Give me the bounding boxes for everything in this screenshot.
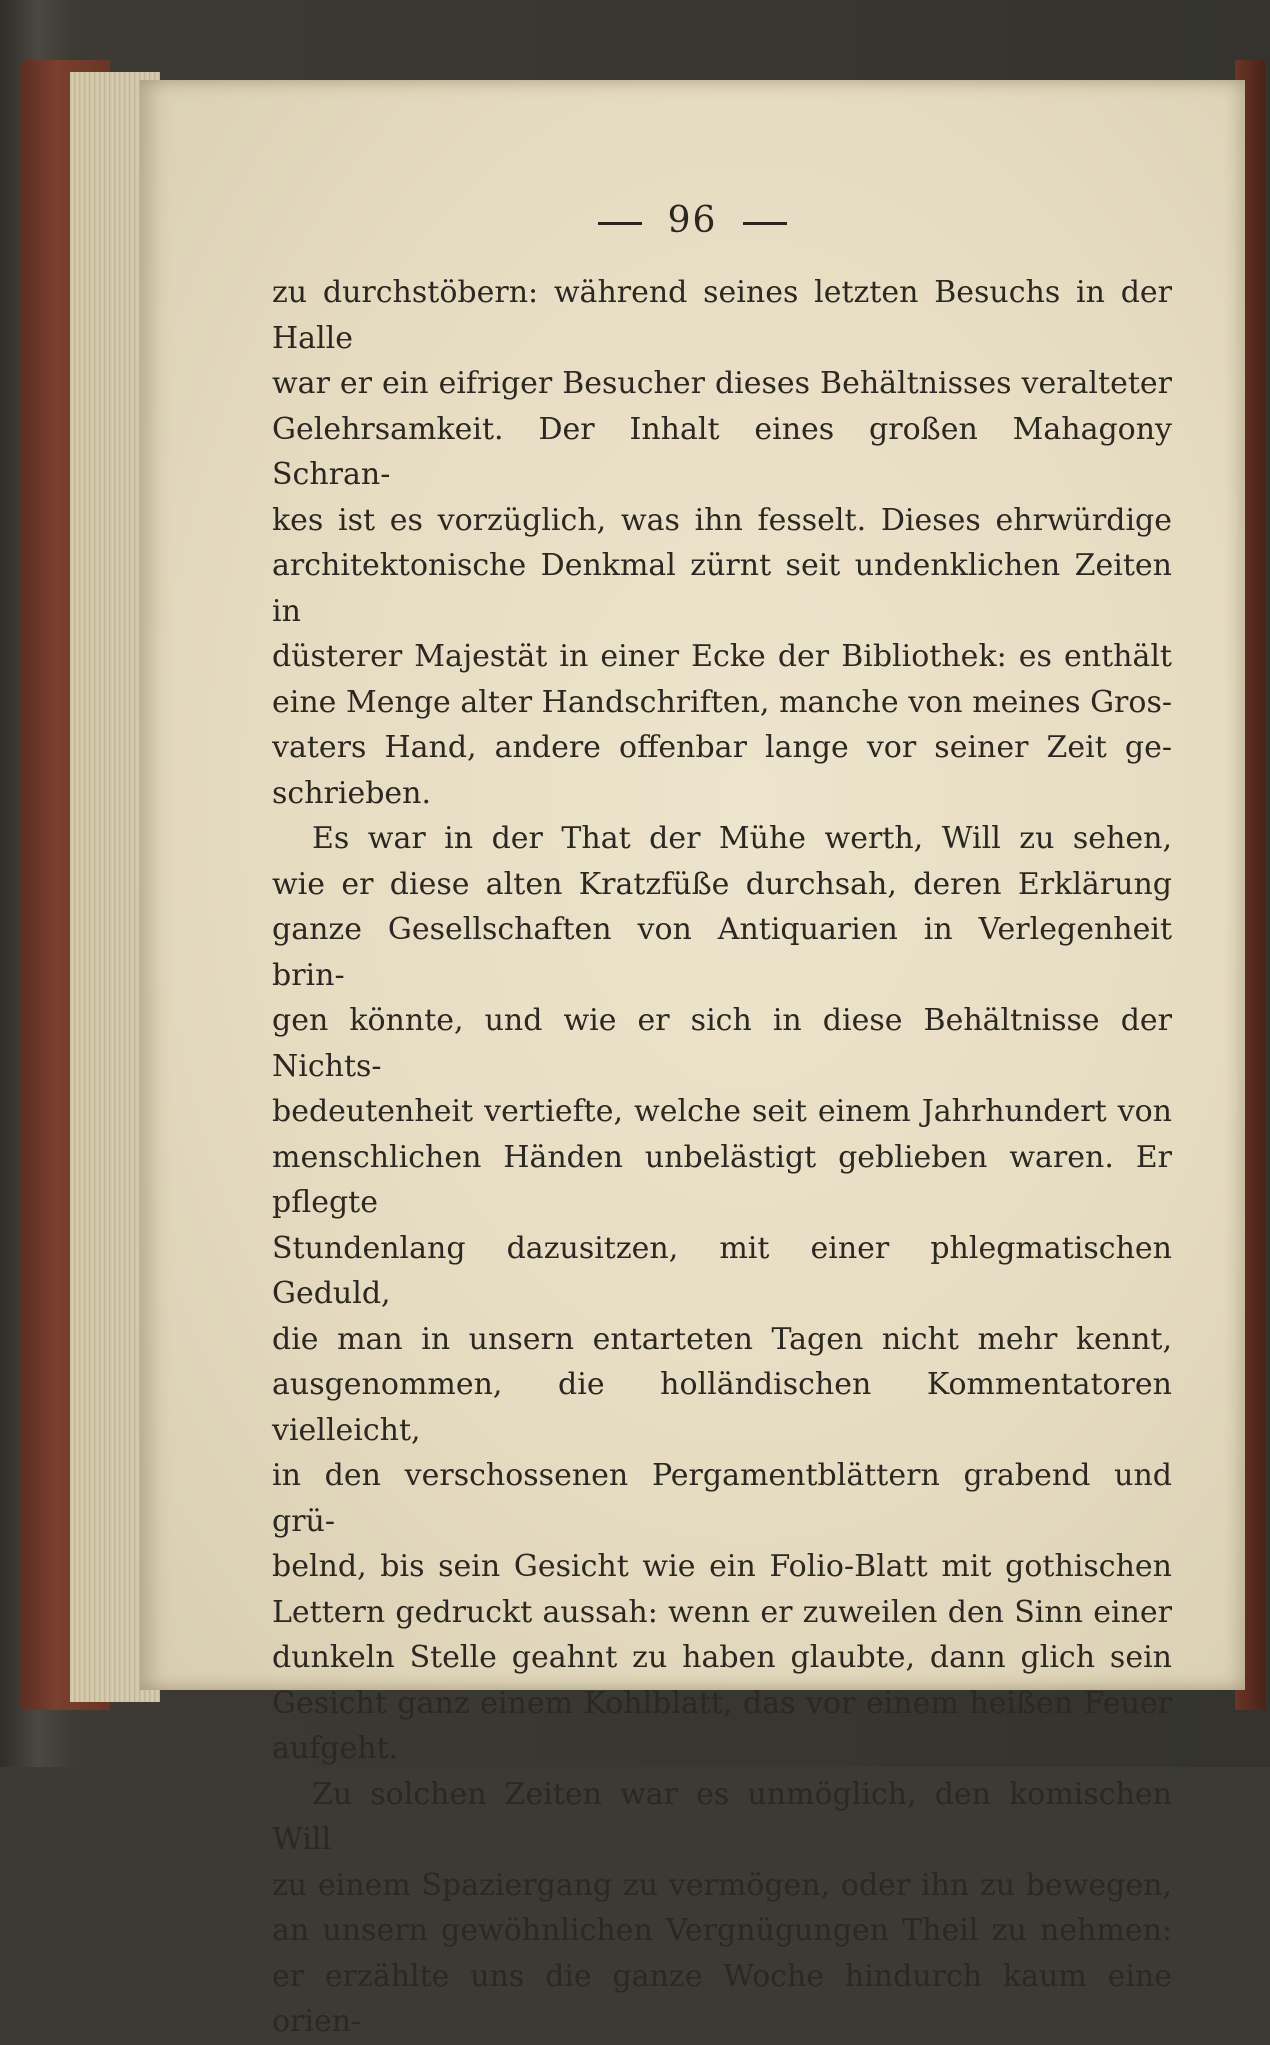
text-line: war er ein eifriger Besucher dieses Behältnisses veralteter — [272, 366, 1172, 401]
text-line: an unsern gewöhnlichen Vergnügungen Theil zu nehmen: — [272, 1913, 1172, 1948]
text-line: eine Menge alter Handschriften, manche von meines Gros- — [272, 684, 1172, 720]
page-number: 96 — [667, 200, 718, 241]
text-line: die man in unsern entarteten Tagen nicht mehr kennt, — [272, 1321, 1172, 1357]
text-line: architektonische Denkmal zürnt seit undenklichen Zeiten in — [272, 548, 1172, 629]
text-line: vaters Hand, andere offenbar lange vor seiner Zeit ge- — [272, 730, 1172, 765]
text-line: ausgenommen, die holländischen Kommentatoren vielleicht, — [272, 1367, 1172, 1448]
text-line: Zu solchen Zeiten war es unmöglich, den komischen Will — [272, 1776, 1172, 1857]
text-line: Es war in der That der Mühe werth, Will zu sehen, — [312, 821, 1172, 856]
book-page — [140, 80, 1245, 2039]
text-line: zu durchstöbern: während seines letzten Besuchs in der Halle — [272, 275, 1172, 356]
dash-right — [743, 222, 787, 225]
text-line: bedeutenheit vertiefte, welche seit einem Jahrhundert von — [272, 1094, 1172, 1129]
paragraph-3 — [272, 1772, 1172, 2045]
text-line: Stundenlang dazusitzen, mit einer phlegmatischen Geduld, — [272, 1230, 1172, 1311]
text-line: zu einem Spaziergang zu vermögen, oder ihn zu bewegen, — [272, 1867, 1172, 1903]
text-line: aufgeht. — [272, 1731, 399, 1766]
text-line: er erzählte uns die ganze Woche hindurch kaum eine orien- — [272, 1958, 1172, 2039]
text-line: düsterer Majestät in einer Ecke der Bibliothek: es enthält — [272, 639, 1172, 674]
text-line: gen könnte, und wie er sich in diese Behältnisse der Nichts- — [272, 1003, 1172, 1084]
text-line: menschlichen Händen unbelästigt geblieben waren. Er pflegte — [272, 1139, 1172, 1220]
text-line: in den verschossenen Pergamentblättern grabend und grü- — [272, 1458, 1172, 1539]
text-line: Lettern gedruckt aussah: wenn er zuweilen den Sinn einer — [272, 1594, 1172, 1630]
dash-left — [598, 222, 642, 225]
paragraph-2 — [272, 816, 1172, 1772]
text-line: wie er diese alten Kratzfüße durchsah, deren Erklärung — [272, 866, 1172, 902]
text-line: dunkeln Stelle geahnt zu haben glaubte, dann glich sein — [272, 1640, 1172, 1675]
paragraph-1 — [272, 270, 1172, 816]
text-line: ganze Gesellschaften von Antiquarien in Verlegenheit brin- — [272, 912, 1172, 993]
text-line: schrieben. — [272, 775, 432, 811]
page-number-header — [140, 200, 1245, 241]
body-text — [272, 270, 1172, 2045]
text-line: belnd, bis sein Gesicht wie ein Folio-Blatt mit gothischen — [272, 1549, 1172, 1584]
text-line: Gesicht ganz einem Kohlblatt, das vor einem heißen Feuer — [272, 1685, 1172, 1721]
text-line: Gelehrsamkeit. Der Inhalt eines großen Mahagony Schran- — [272, 411, 1172, 492]
text-line: kes ist es vorzüglich, was ihn fesselt. Dieses ehrwürdige — [272, 502, 1172, 538]
